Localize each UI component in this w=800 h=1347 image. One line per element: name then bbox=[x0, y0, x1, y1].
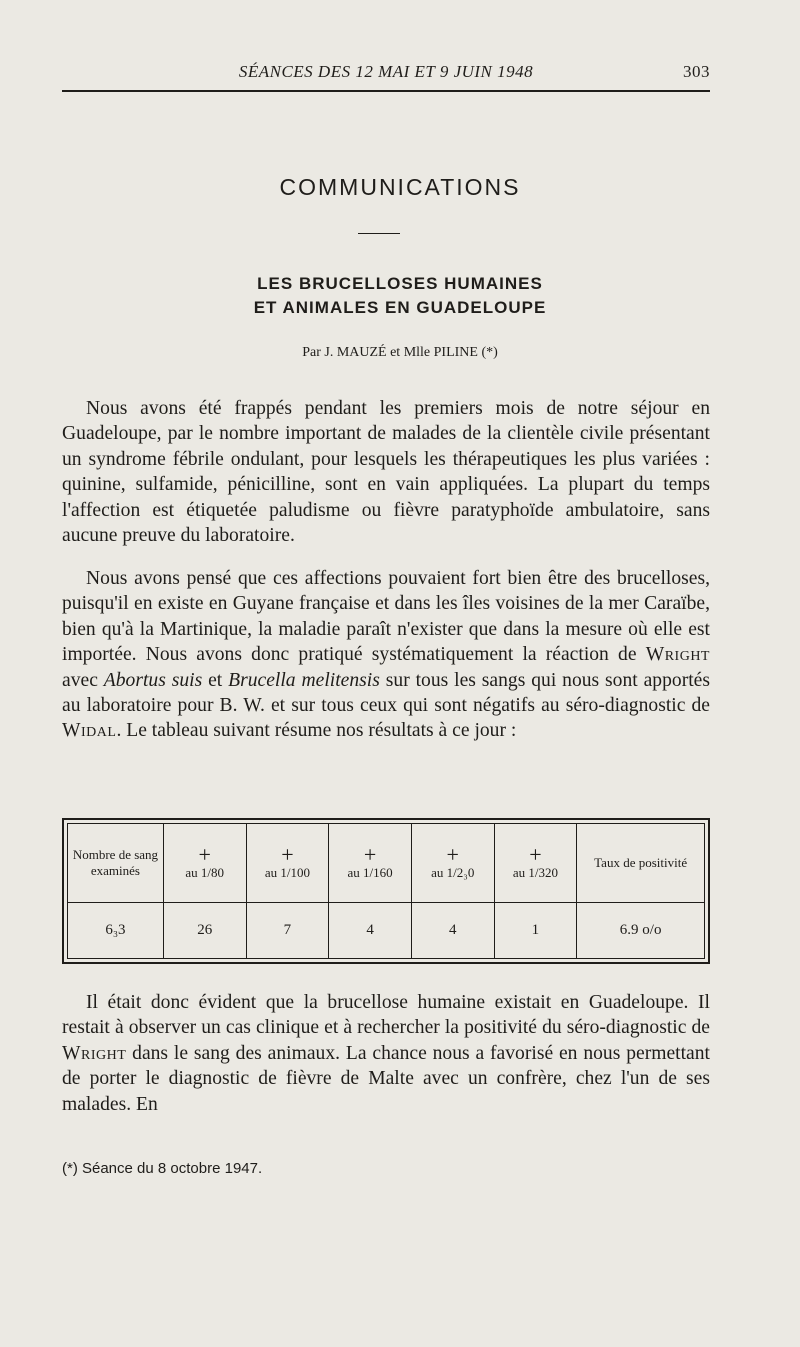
article-title-line-1: LES BRUCELLOSES HUMAINES bbox=[257, 274, 543, 293]
p3-text-a: Il était donc évident que la brucellose humaine existait en Guadeloupe. Il restait à observer un cas clinique et à rechercher la positivité du séro-diagnostic de bbox=[62, 992, 710, 1039]
p2-text-e: . Le tableau suivant résume nos résultats à ce jour : bbox=[116, 720, 517, 742]
running-head-title: SÉANCES DES 12 MAI ET 9 JUIN 1948 bbox=[238, 62, 534, 81]
header-cell-dilution: + au 1/160 bbox=[329, 824, 412, 903]
table-row bbox=[68, 903, 704, 959]
p2-brucella-melitensis: Brucella melitensis bbox=[228, 669, 380, 691]
section-divider bbox=[358, 233, 400, 234]
header-cell-rate: Taux de positivité bbox=[577, 824, 704, 903]
header-cell-dilution: + au 1/320 bbox=[494, 824, 577, 903]
p3-text-b: dans le sang des animaux. La chance nous a favorisé en nous permettant de porter le diagnostic de fièvre de Malte avec un confrère, chez l'un de ses malades. En bbox=[62, 1042, 710, 1115]
results-table bbox=[62, 818, 710, 964]
p2-text-b: avec bbox=[62, 669, 98, 691]
header-cell-dilution: + au 1/80 bbox=[163, 824, 246, 903]
table-cell: 26 bbox=[163, 903, 246, 959]
paragraph-1: Nous avons été frappés pendant les premiers mois de notre séjour en Guadeloupe, par le nombre important de malades de la clientèle civile présentant un syndrome fébrile ondulant, pour lesquels les thérapeutiques les plus variées : quinine, sulfamide, pénicilline, sont en vain appliquées. La plupart du temps l'affection est étiquetée paludisme ou fièvre paratyphoïde ambulatoire, sans aucune preuve du laboratoire. bbox=[62, 398, 710, 547]
table-cell: 7 bbox=[246, 903, 329, 959]
header-cell-dilution: + au 1/2₃0 bbox=[411, 824, 494, 903]
table-cell: 4 bbox=[329, 903, 412, 959]
byline: Par J. MAUZÉ et Mlle PILINE (*) bbox=[302, 345, 498, 360]
paragraph-3 bbox=[62, 990, 710, 1117]
table-cell: 6.9 o/o bbox=[577, 903, 704, 959]
results-grid bbox=[68, 824, 704, 958]
page-number: 303 bbox=[683, 62, 710, 81]
p2-wright: Wright bbox=[645, 644, 710, 666]
article-title-line-2: ET ANIMALES EN GUADELOUPE bbox=[253, 298, 547, 317]
footnote: (*) Séance du 8 octobre 1947. bbox=[62, 1160, 263, 1177]
header-rule bbox=[62, 90, 710, 92]
p2-text-a: Nous avons pensé que ces affections pouvaient fort bien être des brucelloses, puisqu'il en existe en Guyane française et dans les îles voisines de la mer Caraïbe, bien qu'à la Martinique, la maladie paraît n'exister que dans la mesure où elle est importée. Nous avons donc pratiqué systématiquement la réaction de bbox=[62, 568, 710, 666]
table-header-row bbox=[68, 824, 704, 903]
p2-abortus-suis: Abortus suis bbox=[103, 669, 203, 691]
table-cell: 1 bbox=[494, 903, 577, 959]
header-cell-dilution: + au 1/100 bbox=[246, 824, 329, 903]
article-title bbox=[0, 272, 800, 320]
table-cell: 4 bbox=[411, 903, 494, 959]
p3-wright: Wright bbox=[62, 1042, 127, 1064]
p2-widal: Widal bbox=[62, 720, 117, 742]
section-title: COMMUNICATIONS bbox=[279, 174, 521, 200]
header-cell-count: Nombre de sang examinés bbox=[68, 824, 163, 903]
table-cell: 6₃3 bbox=[105, 922, 126, 938]
p2-text-c: et bbox=[208, 669, 223, 691]
paragraph-2 bbox=[62, 566, 710, 744]
p2-text-d: sur tous les sangs qui nous sont apportés au laboratoire pour B. W. et sur tous ceux qui sont négatifs au séro-diagnostic de bbox=[62, 669, 710, 717]
